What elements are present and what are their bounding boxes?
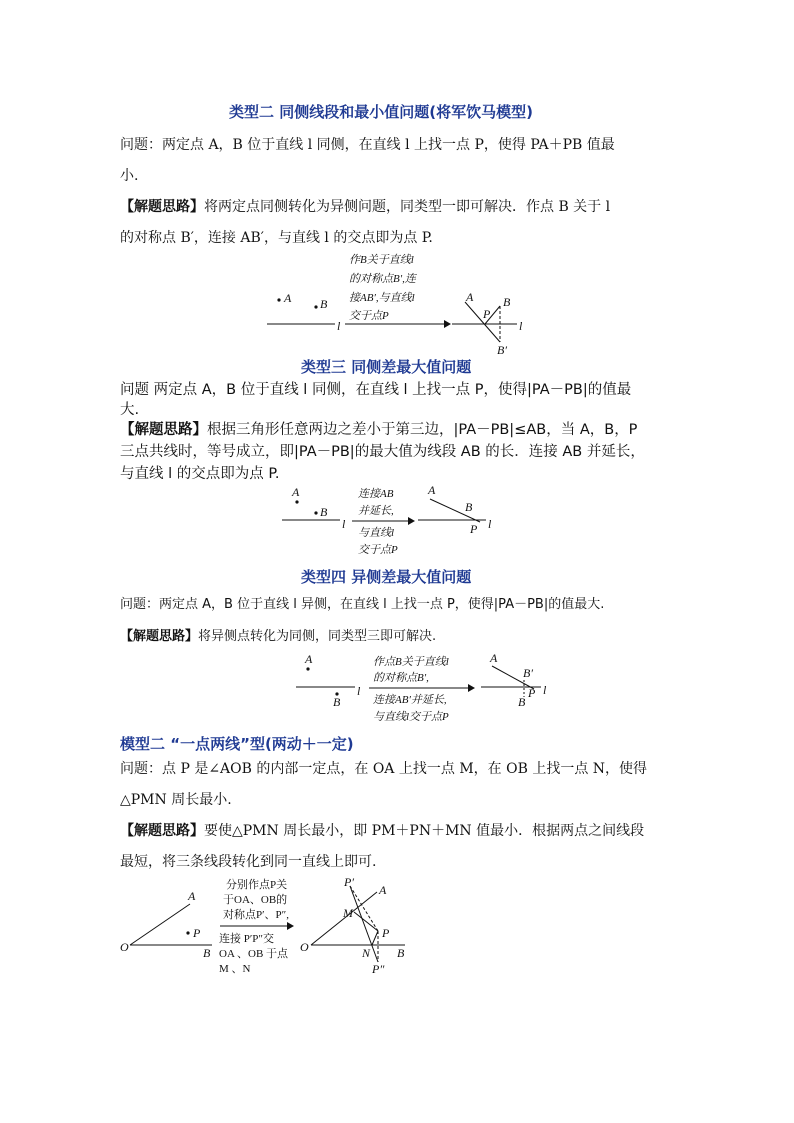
model2-label-p-right: P: [382, 926, 390, 940]
type3-caption-2: 并延长,: [358, 505, 394, 517]
type4-idea-label: 【解题思路】: [120, 629, 199, 644]
type4-label-a-left: A: [305, 652, 313, 666]
type3-problem-line1: 问题 两定点 A，B 位于直线 l 同侧，在直线 l 上找一点 P，使得|PA－PB|的值最: [120, 382, 632, 398]
type3-caption-4: 交于点P: [358, 544, 398, 556]
type2-problem-line2: 小.: [120, 168, 139, 184]
type4-label-l-right: l: [543, 683, 547, 697]
model2-label-b-left: B: [203, 946, 211, 960]
type3-label-b-left: B: [320, 505, 328, 519]
type3-label-b-right: B: [465, 500, 473, 514]
type4-idea-text: 将异侧点转化为同侧，同类型三即可解决.: [198, 629, 437, 644]
type3-caption-3: 与直线l: [358, 527, 395, 539]
model2-caption-2: 于OA、OB的: [223, 894, 288, 906]
type3-idea-line2: 三点共线时，等号成立，即|PA－PB|的最大值为线段 AB 的长．连接 AB 并延长，: [120, 444, 645, 460]
type2-label-a-left: A: [284, 291, 292, 305]
model2-arrow-head: [287, 922, 294, 930]
type2-caption-1: 作B关于直线l: [349, 254, 414, 266]
model2-caption-6: M 、N: [219, 963, 251, 975]
model2-label-m: M: [343, 906, 353, 920]
type2-idea-text: 将两定点同侧转化为异侧问题，同类型一即可解决．作点 B 关于 l: [204, 199, 611, 215]
type2-heading: 类型二 同侧线段和最小值问题(将军饮马模型): [229, 103, 533, 121]
type4-label-b-prime-right: B′: [523, 666, 533, 680]
type4-label-b-right: B: [518, 695, 526, 709]
model2-ray-oa-left: [130, 904, 190, 945]
type2-label-p-right: P: [483, 307, 491, 321]
type4-caption-3: 连接AB′并延长,: [373, 694, 447, 706]
model2-label-o-right: O: [300, 940, 309, 954]
type3-label-l-right: l: [488, 517, 492, 531]
model2-label-p-prime: P′: [344, 875, 354, 889]
type2-caption-4: 交于点P: [349, 310, 389, 322]
type3-idea-line3: 与直线 l 的交点即为点 P.: [120, 466, 280, 482]
model2-label-b-right: B: [397, 946, 405, 960]
model2-problem-line1: 问题：点 P 是∠AOB 的内部一定点，在 OA 上找一点 M，在 OB 上找一点 N，使得: [120, 761, 648, 777]
type4-problem: 问题：两定点 A，B 位于直线 l 异侧，在直线 l 上找一点 P，使得|PA－PB|的值最大.: [120, 597, 605, 612]
type3-idea-label: 【解题思路】: [120, 422, 207, 438]
type3-label-a-right: A: [428, 483, 436, 497]
model2-label-a-left: A: [188, 889, 196, 903]
type4-caption-4: 与直线l交于点P: [373, 711, 449, 723]
type2-label-l-right: l: [519, 319, 523, 333]
type2-problem-line1: 问题：两定点 A，B 位于直线 l 同侧，在直线 l 上找一点 P，使得 PA＋PB 值最: [120, 137, 615, 153]
type2-label-b-left: B: [320, 297, 328, 311]
model2-caption-4: 连接 P′P″交: [219, 933, 274, 945]
model2-label-n: N: [362, 946, 371, 960]
model2-caption-1: 分别作点P关: [226, 879, 288, 891]
model2-heading: 模型二 “一点两线”型(两动＋一定): [120, 735, 354, 753]
model2-caption-3: 对称点P′、P″,: [223, 909, 289, 921]
type2-idea-line2: 的对称点 B′，连接 AB′，与直线 l 的交点即为点 P.: [120, 230, 433, 246]
type4-label-p-right: P: [528, 686, 536, 700]
type4-caption-2: 的对称点B′,: [373, 672, 429, 684]
type2-label-b-prime: B′: [497, 343, 507, 357]
type3-heading: 类型三 同侧差最大值问题: [301, 358, 472, 376]
type3-label-l-left: l: [342, 517, 346, 531]
type3-problem-line2: 大.: [120, 402, 140, 418]
type2-label-a-right: A: [466, 290, 474, 304]
model2-label-o-left: O: [120, 940, 129, 954]
type4-label-l-left: l: [357, 684, 361, 698]
model2-caption-5: OA 、OB 于点: [219, 948, 289, 960]
type4-label-b-left: B: [333, 695, 341, 709]
model2-label-p-left: P: [193, 926, 201, 940]
type3-label-p-right: P: [470, 522, 478, 536]
type2-label-b-right: B: [503, 295, 511, 309]
model2-idea-line2: 最短，将三条线段转化到同一直线上即可.: [120, 854, 377, 870]
model2-point-p-left: [186, 931, 189, 934]
type4-label-a-right: A: [490, 651, 498, 665]
model2-label-p-double-prime: P″: [372, 962, 385, 976]
model2-problem-line2: △PMN 周长最小.: [120, 792, 232, 808]
type3-label-a-left: A: [292, 485, 300, 499]
model2-segment-np: [372, 931, 378, 945]
model2-idea-text: 要使△PMN 周长最小，即 PM＋PN＋MN 值最小．根据两点之间线段: [204, 823, 645, 839]
type2-idea-label: 【解题思路】: [120, 199, 204, 215]
type4-caption-1: 作点B关于直线l: [373, 656, 449, 668]
type2-caption-3: 接AB′,与直线l: [349, 292, 415, 304]
type3-idea-text: 根据三角形任意两边之差小于第三边，|PA－PB|≤AB，当 A，B，P: [207, 422, 638, 438]
type2-label-l-left: l: [337, 319, 341, 333]
type4-heading: 类型四 异侧差最大值问题: [301, 568, 472, 586]
type2-caption-2: 的对称点B′,连: [349, 273, 416, 285]
model2-label-a-right: A: [379, 883, 387, 897]
type3-caption-1: 连接AB: [358, 488, 394, 500]
model2-idea-label: 【解题思路】: [120, 823, 204, 839]
